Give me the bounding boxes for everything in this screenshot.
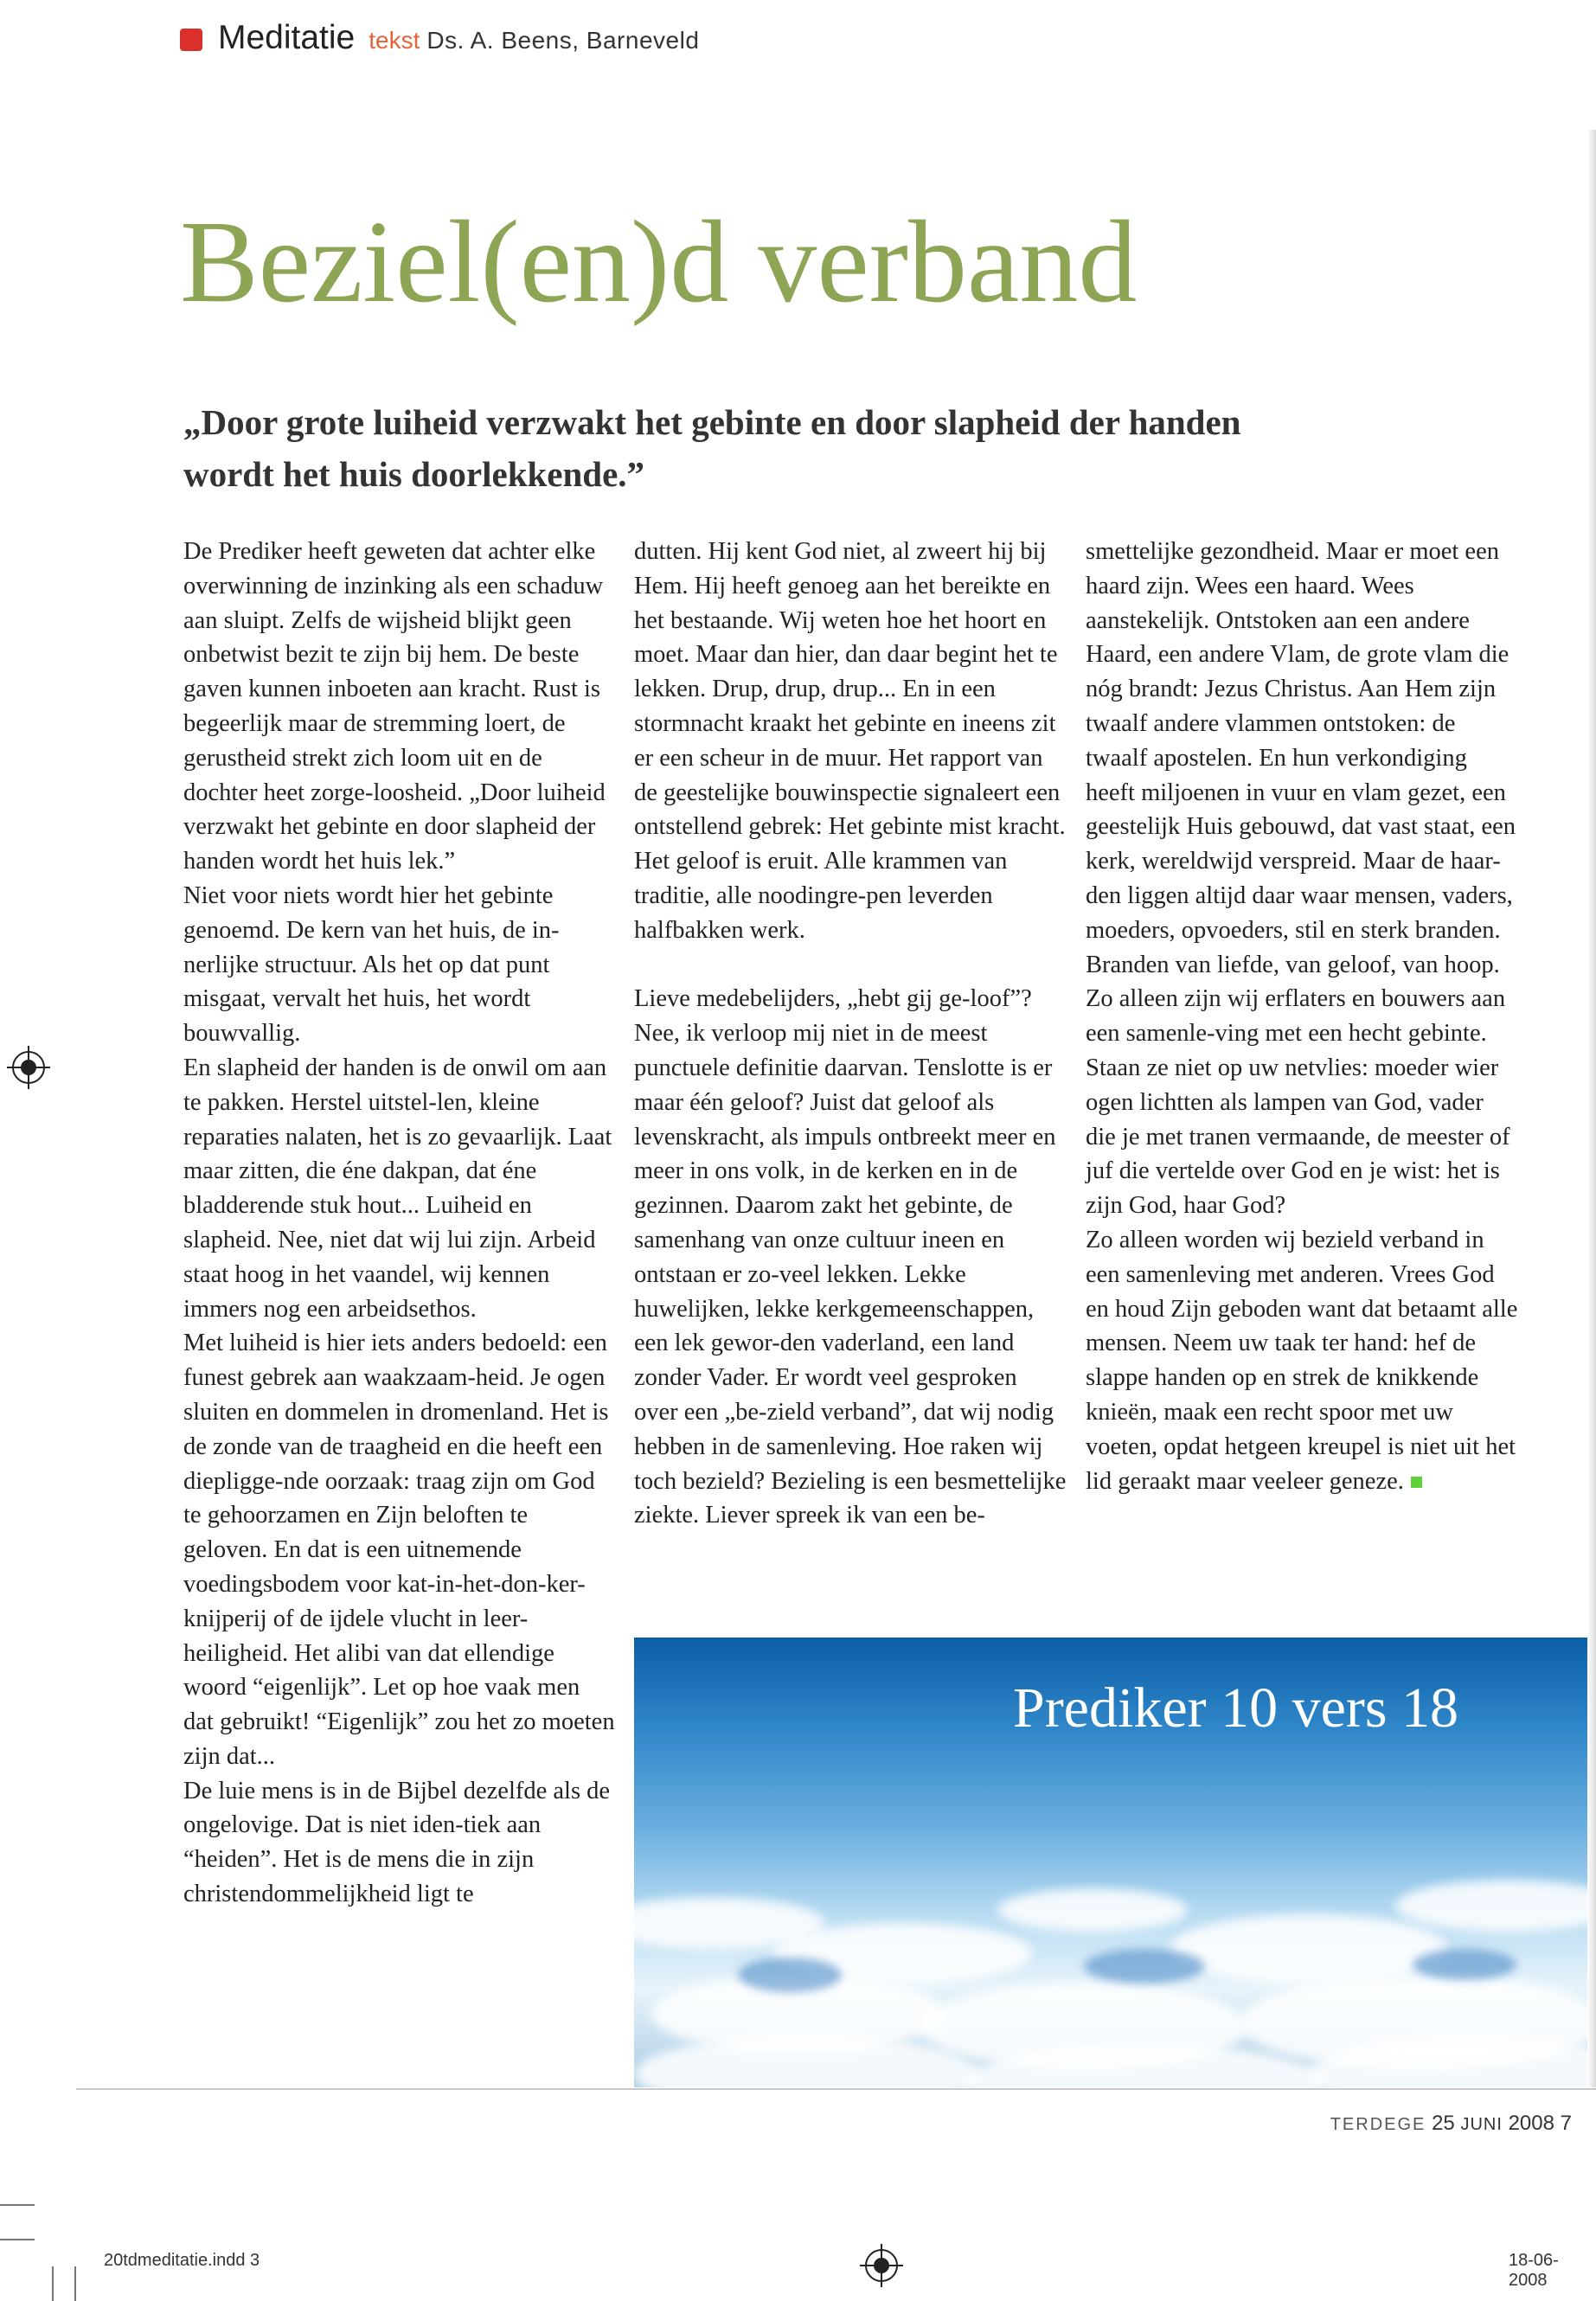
magazine-name: TERDEGE <box>1330 2115 1426 2134</box>
registration-mark-icon <box>12 1051 45 1084</box>
crop-mark <box>0 2239 35 2240</box>
text-column-1 <box>183 535 616 1912</box>
page-number: 7 <box>1560 2112 1572 2135</box>
paragraph: Met luiheid is hier iets anders bedoeld: een funest gebrek aan waakzaam-heid. Je ogen sluiten en dommelen in dromenland. Het is de zonde van de traagheid en die heeft een diepligge-nde oorzaak: traag zijn om God te gehoorzamen en Zijn beloften te geloven. En dat is een uitnemende voedingsbodem voor kat-in-het-don-ker-knijperij of de ijdele vlucht in leer-heiligheid. Het alibi van dat ellendige woord “eigenlijk”. Let op hoe vaak men dat gebruikt! “Eigenlijk” zou het zo moeten zijn dat... <box>183 1330 615 1770</box>
section-header <box>180 19 699 62</box>
text-column-3 <box>1086 535 1518 1498</box>
image-caption: Prediker 10 vers 18 <box>1013 1676 1459 1740</box>
registration-mark-icon <box>865 2249 898 2282</box>
end-of-article-icon <box>1411 1477 1422 1488</box>
byline-prefix: tekst <box>369 27 420 54</box>
page-edge-shade <box>1587 130 1596 2087</box>
closing-paragraph-text: Zo alleen worden wij bezield verband in een samenleving met anderen. Vrees God en houd Zijn geboden want dat betaamt alle mensen. Neem uw taak ter hand: hef de slappe handen op en strek de knikkende knieën, maak een recht spoor met uw voeten, opdat hetgeen kreupel is niet uit het lid geraakt maar veeleer geneze. <box>1086 1226 1518 1495</box>
article-subtitle: „Door grote luiheid verzwakt het gebinte en door slapheid der handen wordt het huis doorlekkende.” <box>183 402 1241 494</box>
paragraph <box>1086 1223 1518 1498</box>
paragraph: De luie mens is in de Bijbel dezelfde als de ongelovige. Dat is niet iden-tiek aan “heiden”. Het is de mens die in zijn christendommelijkheid ligt te <box>183 1777 611 1908</box>
issue-day: 25 <box>1432 2112 1455 2135</box>
paragraph: Niet voor niets wordt hier het gebinte genoemd. De kern van het huis, de in-nerlijke structuur. Als het op dat punt misgaat, vervalt het huis, het wordt bouwvallig. <box>183 881 560 1048</box>
page-footer <box>1330 2112 1572 2136</box>
paragraph: De Prediker heeft geweten dat achter elke overwinning de inzinking als een schaduw aan sluipt. Zelfs de wijsheid blijkt geen onbetwist bezit te zijn bij hem. De beste gaven kunnen inboeten aan kracht. Rust is begeerlijk maar de stremming loert, de gerustheid strekt zich loom uit en de dochter heet zorge-loosheid. „Door luiheid verzwakt het gebinte en door slapheid der handen wordt het huis lek.” <box>183 538 606 875</box>
crop-mark <box>52 2266 54 2301</box>
footer-rule <box>76 2088 1596 2090</box>
crop-mark <box>0 2204 35 2206</box>
byline-author: Ds. A. Beens, Barneveld <box>426 27 700 54</box>
crop-mark <box>74 2266 76 2301</box>
text-column-2 <box>634 535 1067 1533</box>
paragraph: dutten. Hij kent God niet, al zweert hij bij Hem. Hij heeft genoeg aan het bereikte en het bestaande. Wij weten hoe het hoort en moet. Maar dan hier, dan daar begint het te lekken. Drup, drup, drup... En in een stormnacht kraakt het gebinte en ineens zit er een scheur in de muur. Het rapport van de geestelijke bouwinspectie signaleert een ontstellend gebrek: Het gebinte mist kracht. Het geloof is eruit. Alle krammen van traditie, alle noodingre-pen leverden halfbakken werk. <box>634 538 1066 944</box>
paragraph: Lieve medebelijders, „hebt gij ge-loof”? Nee, ik verloop mij niet in de meest punctuele definitie daarvan. Tenslotte is er maar één geloof? Juist dat geloof als levenskracht, als impuls ontbreekt meer en meer in ons volk, in de kerken en in de gezinnen. Daarom zakt het gebinte, de samenhang van onze cultuur ineen en ontstaan er zo-veel lekken. Lekke huwelijken, lekke kerkgemeenschappen, een lek gewor-den vaderland, een land zonder Vader. Er wordt veel gesproken over een „be-zield verband”, dat wij nodig hebben in de samenleving. Hoe raken wij toch bezield? Bezieling is een besmettelijke ziekte. Liever spreek ik van een be- <box>634 985 1067 1529</box>
issue-year: 2008 <box>1508 2112 1554 2135</box>
section-label: Meditatie <box>218 19 356 56</box>
section-marker-icon <box>180 29 202 51</box>
paragraph: En slapheid der handen is de onwil om aan te pakken. Herstel uitstel-len, kleine reparaties nalaten, het is zo gevaarlijk. Laat maar zitten, die éne dakpan, dat éne bladderende stuk hout... Luiheid en slapheid. Nee, niet dat wij lui zijn. Arbeid staat hoog in het vaandel, wij kennen immers nog een arbeidsethos. <box>183 1054 612 1323</box>
print-slug-date: 18-06-2008 <box>1509 2251 1559 2290</box>
print-slug-filename: 20tdmeditatie.indd 3 <box>104 2251 260 2270</box>
paragraph: smettelijke gezondheid. Maar er moet een haard zijn. Wees een haard. Wees aanstekelijk. Ontstoken aan een andere Haard, een andere Vlam, de grote vlam die nóg brandt: Jezus Christus. Aan Hem zijn twaalf andere vlammen ontstoken: de twaalf apostelen. En hun verkondiging heeft miljoenen in vuur en vlam gezet, een geestelijk Huis gebouwd, dat vast staat, een kerk, wereldwijd verspreid. Maar de haar-den liggen altijd daar waar mensen, vaders, moeders, opvoeders, stil en sterk branden. Branden van liefde, van geloof, van hoop. Zo alleen zijn wij erflaters en bouwers aan een samenle-ving met een hecht gebinte. Staan ze niet op uw netvlies: moeder wier ogen lichtten als lampen van God, vader die je met tranen vermaande, de meester of juf die vertelde over God en je wist: het is zijn God, haar God? <box>1086 538 1516 1220</box>
article-title: Beziel(en)d verband <box>180 197 1138 327</box>
sky-photo <box>634 1638 1596 2087</box>
issue-month: JUNI <box>1460 2115 1503 2134</box>
